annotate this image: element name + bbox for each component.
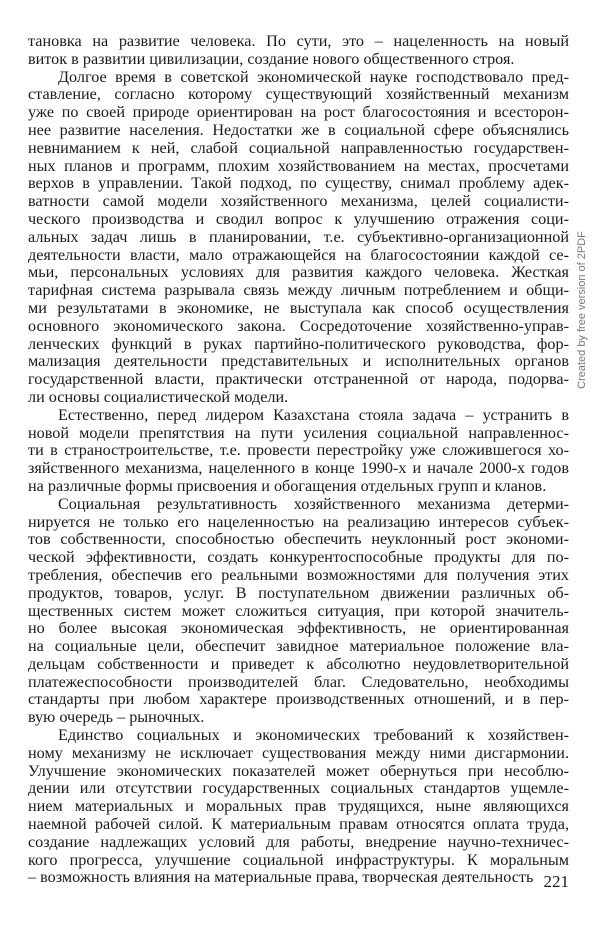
paragraph (28, 33, 569, 69)
text-line: нием материальных и моральных прав трудящихся, ныне являющихся (28, 797, 569, 816)
text-line: нируется не только его нацеленностью на реализацию интересов субъек- (28, 512, 569, 531)
text-line: дельцам собственности и приведет к абсолютно неудовлетворительной (28, 654, 569, 673)
text-line: невниманием к ней, слабой социальной направленностью государствен- (28, 138, 569, 157)
text-line: Естественно, перед лидером Казахстана стояла задача – устранить в (58, 405, 569, 424)
text-line: новой модели препятствия на пути усиления социальной направленнос- (28, 423, 569, 442)
text-line: на различные формы присвоения и обогащения отдельных групп и кланов. (28, 476, 547, 495)
text-line: тарифная система разрывала связь между личным потреблением и общи- (28, 281, 569, 300)
text-line: ти в страностроительстве, т.е. провести перестройку уже сложившегося хо- (28, 441, 569, 460)
text-line: ческого производства и сводил вопрос к улучшению отражения соци- (28, 209, 569, 228)
paragraph (28, 69, 569, 407)
text-line: мьи, персональных условиях для развития каждого человека. Жесткая (28, 263, 569, 282)
text-line: стандарты при любом характере производственных отношений, и в пер- (28, 690, 569, 709)
text-line: продуктов, товаров, услуг. В поступательном движении различных об- (28, 583, 569, 602)
text-line: кого прогресса, улучшение социальной инфраструктуры. К моральным (28, 850, 569, 869)
text-line: на социальные цели, обеспечит завидное материальное положение вла- (28, 637, 569, 656)
text-line: Долгое время в советской экономической науке господствовало пред- (58, 67, 569, 86)
page-body (28, 33, 569, 887)
text-line: – возможность влияния на материальные права, творческая деятельность (28, 868, 534, 887)
text-line: ли основы социалистической модели. (28, 387, 289, 406)
text-line: платежеспособности производителей благ. Следовательно, необходимы (28, 672, 569, 691)
text-line: мализация деятельности представительных и исполнительных органов (28, 352, 569, 371)
text-line: щественных систем может сложиться ситуация, при которой значитель- (28, 601, 569, 620)
text-line: Улучшение экономических показателей может обернуться при несоблю- (28, 761, 569, 780)
text-line: ватности самой модели хозяйственного механизма, целей социалисти- (28, 192, 569, 211)
text-line: верхов в управлении. Такой подход, по существу, снимал проблему адек- (28, 174, 569, 193)
text-line: ному механизму не исключает существования между ними дисгармонии. (28, 743, 569, 762)
text-line: зяйственного механизма, нацеленного в конце 1990-х и начале 2000-х годов (28, 459, 569, 478)
text-line: основного экономического закона. Сосредоточение хозяйственно-управ- (28, 316, 569, 335)
text-line: ческой эффективности, создать конкурентоспособные продукты для по- (28, 548, 569, 567)
text-line: виток в развитии цивилизации, создание нового общественного строя. (28, 49, 515, 68)
text-line: наемной рабочей силой. К материальным правам относятся оплата труда, (28, 815, 569, 834)
text-line: ленческих функций в руках партийно-политического руководства, фор- (28, 334, 569, 353)
paragraph (28, 407, 569, 496)
text-line: деятельности власти, мало отражающейся на благосостоянии каждой се- (28, 245, 569, 264)
text-line: уже по своей природе ориентирован на рост благосостояния и всесторон- (28, 103, 569, 122)
text-line: создание надлежащих условий для работы, внедрение научно-техничес- (28, 832, 569, 851)
text-line: но более высокая экономическая эффективность, не ориентированная (28, 619, 569, 638)
text-line: государственной власти, практически отстраненной от народа, подорва- (28, 370, 569, 389)
text-line: требления, обеспечив его реальными возможностями для получения этих (28, 565, 569, 584)
text-line: дении или отсутствии государственных социальных стандартов ущемле- (28, 779, 569, 798)
text-line: вую очередь – рыночных. (28, 708, 205, 727)
text-line: ных планов и программ, плохим хозяйствованием на местах, просчетами (28, 156, 569, 175)
text-line: нее развитие населения. Недостатки же в социальной сфере объяснялись (28, 120, 569, 139)
text-line: альных задач лишь в планировании, т.е. субъективно-организационной (28, 227, 569, 246)
paragraph (28, 496, 569, 727)
page-number: 221 (543, 872, 569, 891)
watermark: Created by free version of 2PDF (576, 231, 588, 389)
text-line: ми результатами в экономике, не выступала как способ осуществления (28, 298, 569, 317)
paragraph (28, 727, 569, 887)
text-line: тановка на развитие человека. По сути, это – нацеленность на новый (28, 32, 569, 50)
text-line: ставление, согласно которому существующий хозяйственный механизм (28, 85, 569, 104)
text-line: Социальная результативность хозяйственного механизма детерми- (58, 494, 569, 513)
text-line: Единство социальных и экономических требований к хозяйствен- (58, 726, 569, 745)
text-line: тов собственности, способностью обеспечить неуклонный рост экономи- (28, 530, 569, 549)
